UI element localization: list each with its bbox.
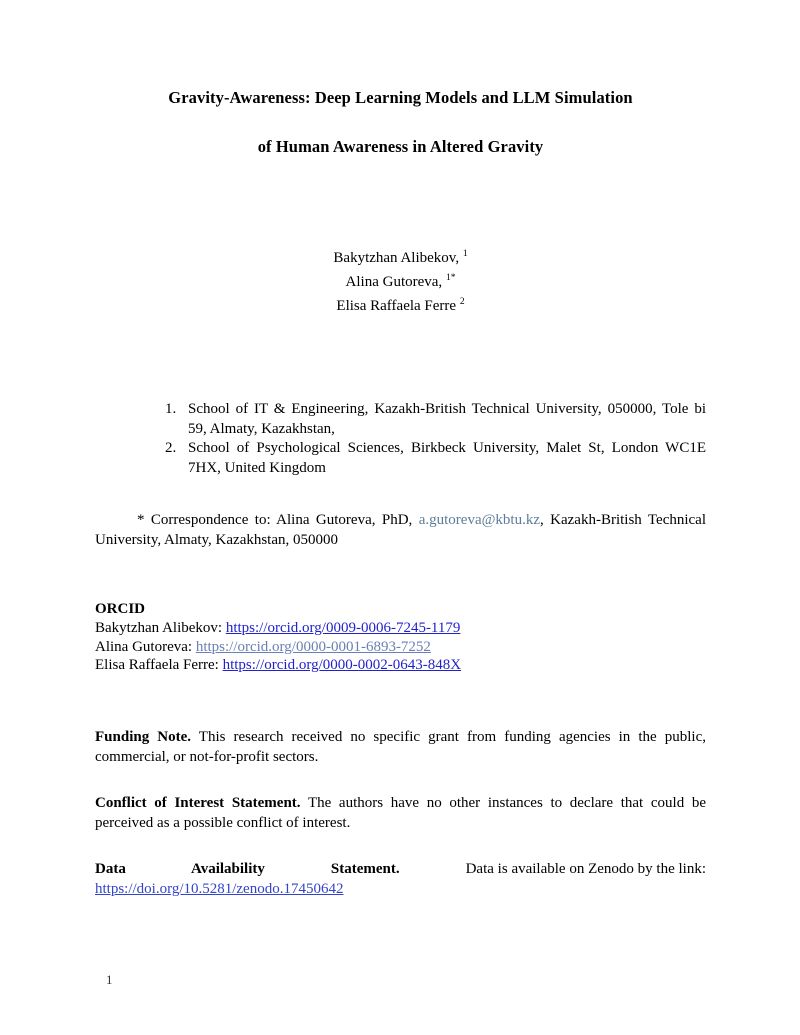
funding-note-text: This research received no specific grant from funding agencies in the public, commercial, or not-for-profit sectors.: [95, 729, 706, 765]
author-entry: [95, 294, 706, 318]
data-availability-statement: [95, 859, 706, 899]
data-availability-doi-link[interactable]: https://doi.org/10.5281/zenodo.17450642: [95, 881, 344, 897]
author-entry: [95, 246, 706, 270]
title-line-2: of Human Awareness in Altered Gravity: [257, 136, 544, 156]
affiliation-text: School of IT & Engineering, Kazakh-British Technical University, 050000, Tole bi 59, Almaty, Kazakhstan,: [188, 401, 706, 437]
orcid-author-name: Elisa Raffaela Ferre:: [95, 657, 219, 674]
data-availability-text: Data is available on Zenodo by the link:: [465, 861, 706, 877]
author-entry: [95, 270, 706, 294]
page-title: [95, 88, 706, 157]
affiliation-list: [165, 400, 706, 478]
data-availability-label: Data Availability Statement.: [95, 861, 400, 877]
correspondence-suffix: , Kazakh-British Technical University, Almaty, Kazakhstan, 050000: [95, 512, 707, 548]
orcid-link[interactable]: https://orcid.org/0009-0006-7245-1179: [225, 620, 461, 636]
list-item: [165, 400, 706, 439]
correspondence-note: [95, 510, 706, 550]
author-name: Elisa Raffaela Ferre: [336, 298, 457, 314]
author-name: Bakytzhan Alibekov,: [333, 250, 460, 266]
affiliation-number: 1.: [165, 401, 177, 417]
author-affiliation-marker: 2: [459, 297, 465, 307]
orcid-link[interactable]: https://orcid.org/0000-0002-0643-848X: [222, 657, 462, 674]
correspondence-prefix: * Correspondence to: Alina Gutoreva, PhD,: [137, 512, 419, 528]
affiliation-number: 2.: [165, 440, 177, 456]
title-line-1: Gravity-Awareness: Deep Learning Models and LLM Simulation: [168, 88, 633, 107]
statements-section: [95, 727, 706, 899]
data-availability-first-line: [95, 859, 706, 879]
list-item: [165, 439, 706, 478]
author-list: [95, 246, 706, 318]
orcid-author-name: Bakytzhan Alibekov:: [95, 620, 223, 636]
affiliation-text: School of Psychological Sciences, Birkbeck University, Malet St, London WC1E 7HX, United Kingdom: [188, 440, 706, 476]
funding-note: [95, 727, 706, 767]
orcid-entry: [95, 638, 706, 657]
orcid-link[interactable]: https://orcid.org/0000-0001-6893-7252: [195, 638, 431, 655]
conflict-of-interest-label: Conflict of Interest Statement.: [95, 795, 301, 811]
conflict-of-interest-statement: [95, 793, 706, 833]
author-name: Alina Gutoreva,: [345, 274, 443, 290]
conflict-of-interest-text: The authors have no other instances to declare that could be perceived as a possible conflict of interest.: [95, 795, 707, 831]
funding-note-label: Funding Note.: [95, 729, 191, 745]
correspondence-email-link[interactable]: a.gutoreva@kbtu.kz: [418, 512, 540, 528]
orcid-author-name: Alina Gutoreva:: [95, 638, 193, 655]
orcid-entry: [95, 656, 706, 675]
orcid-heading: ORCID: [95, 601, 146, 617]
page-number: 1: [106, 972, 113, 987]
orcid-section: [95, 600, 706, 675]
author-affiliation-marker: 1*: [445, 273, 456, 283]
orcid-entry: [95, 619, 706, 638]
author-affiliation-marker: 1: [462, 249, 468, 259]
